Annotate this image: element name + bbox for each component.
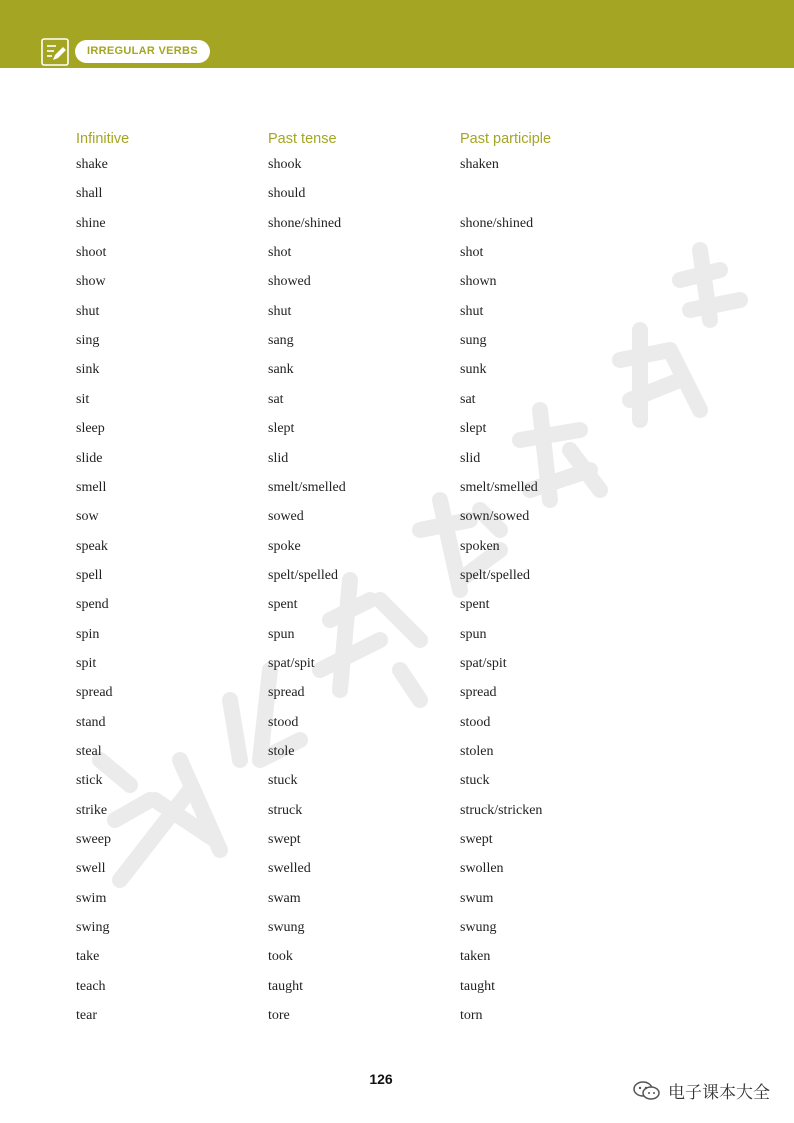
table-row	[76, 421, 676, 450]
infinitive-cell: sit	[76, 391, 90, 407]
infinitive-cell: shut	[76, 303, 100, 319]
table-row	[76, 333, 676, 362]
past-tense-cell: swept	[268, 832, 301, 848]
infinitive-cell: sweep	[76, 832, 111, 848]
infinitive-cell: swell	[76, 861, 106, 877]
table-row	[76, 157, 676, 186]
infinitive-cell: strike	[76, 802, 108, 818]
table-row	[76, 744, 676, 773]
infinitive-cell: spell	[76, 567, 103, 583]
table-row	[76, 304, 676, 333]
past-participle-cell: sung	[460, 333, 487, 349]
infinitive-cell: speak	[76, 538, 108, 554]
past-participle-cell: shot	[460, 245, 484, 261]
past-participle-cell: slept	[460, 421, 487, 437]
past-tense-cell: sat	[268, 391, 284, 407]
past-participle-cell: struck/stricken	[460, 802, 543, 818]
past-tense-cell: shook	[268, 157, 302, 172]
infinitive-cell: shine	[76, 215, 106, 231]
table-row	[76, 274, 676, 303]
past-tense-cell: took	[268, 949, 293, 965]
table-row	[76, 891, 676, 920]
past-tense-cell: tore	[268, 1008, 290, 1024]
table-row	[76, 245, 676, 274]
table-row	[76, 773, 676, 802]
past-tense-cell: spun	[268, 626, 295, 642]
past-tense-cell: slept	[268, 421, 295, 437]
past-participle-cell: sown/sowed	[460, 509, 530, 525]
past-tense-cell: stole	[268, 744, 295, 759]
past-participle-cell: slid	[460, 450, 481, 466]
infinitive-cell: spit	[76, 655, 97, 671]
past-tense-cell: shot	[268, 245, 292, 261]
past-participle-cell: spoken	[460, 538, 500, 554]
table-row	[76, 979, 676, 1008]
table-row	[76, 186, 676, 215]
past-participle-cell: spun	[460, 626, 487, 642]
table-row	[76, 568, 676, 597]
past-participle-cell: taught	[460, 978, 495, 994]
table-row	[76, 451, 676, 480]
past-tense-cell: taught	[268, 978, 303, 994]
infinitive-cell: sing	[76, 333, 100, 349]
past-participle-cell: stood	[460, 714, 491, 730]
infinitive-cell: teach	[76, 978, 106, 994]
table-row	[76, 803, 676, 832]
infinitive-cell: slide	[76, 450, 103, 466]
table-row	[76, 949, 676, 978]
column-header-past-participle: Past participle	[460, 131, 552, 147]
past-tense-cell: should	[268, 186, 306, 202]
past-tense-cell: spent	[268, 597, 298, 613]
source-credit	[632, 1078, 770, 1103]
past-tense-cell: smelt/smelled	[268, 479, 346, 495]
table-row	[76, 539, 676, 568]
past-tense-cell: spelt/spelled	[268, 567, 338, 583]
past-tense-cell: swam	[268, 890, 301, 906]
infinitive-cell: steal	[76, 744, 102, 759]
infinitive-cell: tear	[76, 1008, 97, 1024]
table-row	[76, 1008, 676, 1037]
past-participle-cell: smelt/smelled	[460, 479, 538, 495]
infinitive-cell: spin	[76, 626, 100, 642]
table-row	[76, 509, 676, 538]
column-header-past-tense: Past tense	[268, 131, 337, 147]
past-tense-cell: slid	[268, 450, 289, 466]
past-tense-cell: sowed	[268, 509, 304, 525]
past-tense-cell: swelled	[268, 861, 311, 877]
past-participle-cell: shut	[460, 303, 484, 319]
infinitive-cell: spend	[76, 597, 109, 613]
past-participle-cell: spelt/spelled	[460, 567, 530, 583]
past-participle-cell: stolen	[460, 744, 494, 759]
table-row	[76, 362, 676, 391]
table-row	[76, 832, 676, 861]
past-participle-cell: spent	[460, 597, 490, 613]
infinitive-cell: stick	[76, 773, 103, 789]
infinitive-cell: spread	[76, 685, 113, 701]
past-participle-cell: sat	[460, 391, 476, 407]
past-tense-cell: stood	[268, 714, 299, 730]
table-row	[76, 392, 676, 421]
past-participle-cell: sunk	[460, 362, 487, 378]
table-row	[76, 480, 676, 509]
infinitive-cell: swim	[76, 890, 107, 906]
infinitive-cell: sleep	[76, 421, 105, 437]
infinitive-cell: sink	[76, 362, 100, 378]
table-row	[76, 216, 676, 245]
table-row	[76, 656, 676, 685]
past-tense-cell: shut	[268, 303, 292, 319]
past-participle-cell: swept	[460, 832, 493, 848]
section-label: IRREGULAR VERBS	[87, 45, 198, 57]
infinitive-cell: show	[76, 274, 106, 290]
past-tense-cell: spread	[268, 685, 305, 701]
past-tense-cell: sank	[268, 362, 294, 378]
edit-note-icon	[41, 38, 69, 66]
past-participle-cell: taken	[460, 949, 491, 965]
header-band	[0, 0, 794, 68]
past-tense-cell: stuck	[268, 773, 298, 789]
table-row	[76, 861, 676, 890]
infinitive-cell: smell	[76, 479, 107, 495]
past-participle-cell: shaken	[460, 157, 499, 172]
table-row	[76, 920, 676, 949]
infinitive-cell: shoot	[76, 245, 107, 261]
past-tense-cell: shone/shined	[268, 215, 342, 231]
past-participle-cell: torn	[460, 1008, 483, 1024]
table-row	[76, 715, 676, 744]
table-row	[76, 685, 676, 714]
infinitive-cell: take	[76, 949, 100, 965]
credit-text: 电子课本大全	[668, 1083, 770, 1103]
past-tense-cell: showed	[268, 274, 311, 290]
past-tense-cell: sang	[268, 333, 294, 349]
past-participle-cell: shown	[460, 274, 497, 290]
section-label-pill	[75, 40, 210, 63]
infinitive-cell: stand	[76, 714, 106, 730]
infinitive-cell: shall	[76, 186, 103, 202]
past-tense-cell: spoke	[268, 538, 301, 554]
past-participle-cell: stuck	[460, 773, 490, 789]
past-participle-cell: spread	[460, 685, 497, 701]
page-number: 126	[369, 1071, 393, 1087]
wechat-icon	[632, 1079, 662, 1103]
table-row	[76, 627, 676, 656]
infinitive-cell: sow	[76, 509, 99, 525]
infinitive-cell: swing	[76, 920, 110, 936]
past-participle-cell: swollen	[460, 861, 504, 877]
past-participle-cell: swung	[460, 920, 497, 936]
past-participle-cell: shone/shined	[460, 215, 534, 231]
past-participle-cell: spat/spit	[460, 655, 507, 671]
past-tense-cell: swung	[268, 920, 305, 936]
past-participle-cell: swum	[460, 890, 494, 906]
column-header-infinitive: Infinitive	[76, 131, 130, 147]
past-tense-cell: spat/spit	[268, 655, 315, 671]
infinitive-cell: shake	[76, 157, 108, 172]
past-tense-cell: struck	[268, 802, 303, 818]
table-row	[76, 597, 676, 626]
